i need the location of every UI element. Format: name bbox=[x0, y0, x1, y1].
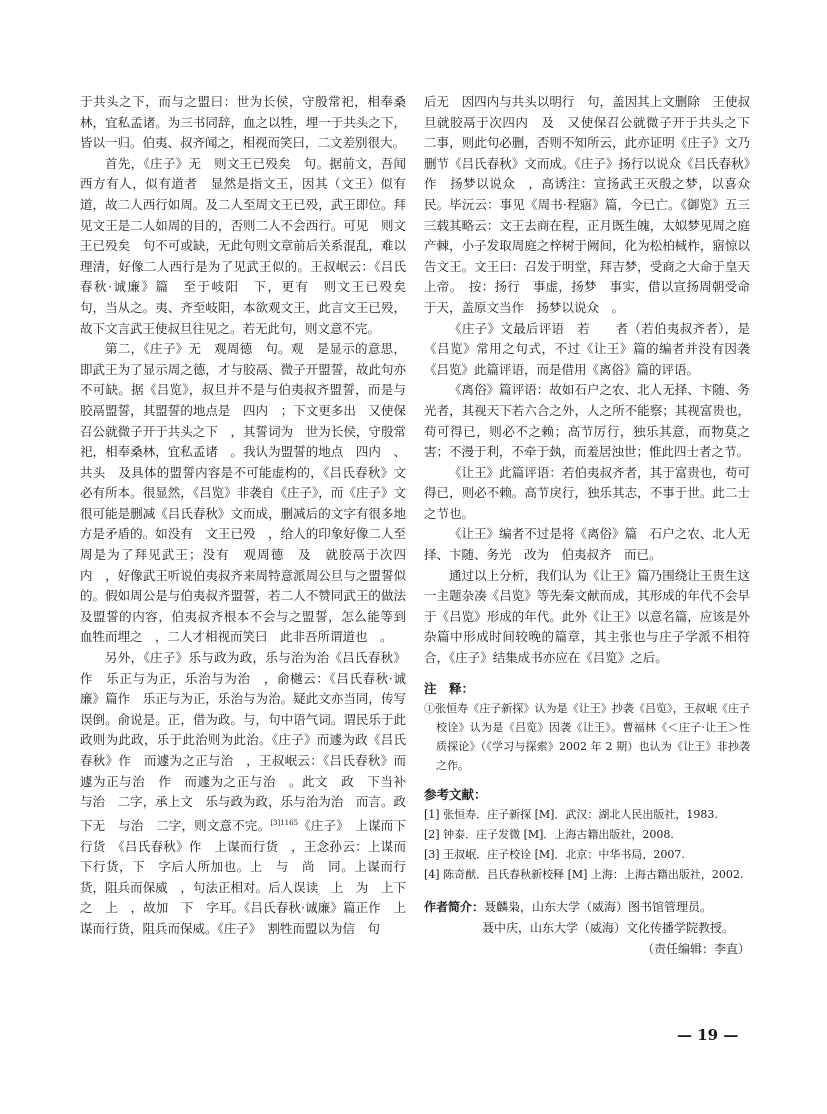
author-name-2: 聂中庆，山东大学（威海）文化传播学院教授。 bbox=[482, 920, 735, 935]
reference-item: [1] 张恒寿．庄子新探 [M]．武汉：湖北人民出版社，1983. bbox=[424, 807, 718, 821]
reference-item: [3] 王叔岷．庄子校诠 [M]．北京：中华书局，2007. bbox=[424, 847, 685, 861]
reference-item: [4] 陈奇猷．吕氏春秋新校释 [M] 上海：上海古籍出版社，2002. bbox=[424, 867, 744, 881]
body-paragraph: 后无 因四内与共头以明行 句，盖因其上文删除 王使叔旦就胶鬲于次四内 及 又使保召公就微子开于共头之下 二事，则此句必删，否则不知所云，此亦证明《庄子》文乃删节《吕氏春秋》文而成。《庄子》扬行以说众《吕氏春秋》作 扬梦以说众 ，高诱注：宣扬武王灭殷之梦，以喜众民。毕沅云：事见《周书·程寤》篇，今已亡。《御览》五三三载其略云：文王去商在程，正月既生魄，太姒梦见周之庭产棘，小子发取周庭之梓树于阙间，化为松柏棫柞，寤惊以告文王。文王曰：召发于明堂，拜吉梦，受商之大命于皇天上帝。 按：扬行 事虚，扬梦 事实，借以宣扬周朝受命于天，盖原文当作 扬梦以说众 。 bbox=[424, 94, 763, 315]
editor-credit: （责任编辑：李直） bbox=[641, 941, 750, 956]
reference-item: [2] 钟泰．庄子发微 [M]．上海古籍出版社，2008. bbox=[424, 827, 674, 841]
body-paragraph: 《庄子》文最后评语 若 者（若伯夷叔齐者），是《吕览》常用之句式，不过《让王》篇的编者并没有因袭《吕览》此篇评语，而是借用《离俗》篇的评语。 bbox=[424, 320, 750, 377]
body-paragraph: 《让王》编者不过是将《离俗》篇 石户之农、北人无择、卞随、务光 改为 伯夷叔齐 而已。 bbox=[424, 526, 750, 563]
right-column bbox=[424, 92, 763, 960]
author-line bbox=[424, 897, 750, 918]
citation-superscript: [3]1165 bbox=[270, 818, 299, 827]
body-paragraph: 《让王》此篇评语：若伯夷叔齐者，其于富贵也，苟可得已，则必不赖。高节戾行，独乐其志，不事于世。此二士之节也。 bbox=[424, 464, 750, 521]
note-item: ①张恒寿《庄子新探》认为是《让王》抄袭《吕览》，王叔岷《庄子校诠》认为是《吕览》因袭《让王》。曹福林《＜庄子·让王＞性质探论》（《学习与探索》2002 年 2 期）也认为《让王》非抄袭之作。 bbox=[424, 701, 750, 772]
paragraph-text-cont: 《庄子》 上谋而下行货 《吕氏春秋》作 上谋而行货 ，王念孙云：上谋而下行货，下 字后人所加也。上 与 尚 同。上谋而行货，阻兵而保威 ，句法正相对。后人误读 上 为 上下 之 上 ，故加 下 字耳。《吕氏春秋·诚廉》篇正作 上谋而行货，阻兵而保威。《庄子》 割牲而盟以为信 句 bbox=[80, 817, 419, 936]
body-paragraph: 于共头之下，而与之盟曰：世为长侯，守殷常祀，相奉桑林，宜私孟诸。为三书同辞，血之以牲，埋一于共头之下，皆以一归。伯夷、叔齐闻之，相视而笑曰，二文差别很大。 bbox=[80, 94, 406, 151]
references-heading: 参考文献： bbox=[424, 786, 487, 802]
body-paragraph: 第二，《庄子》无 观周德 句。观 是显示的意思，即武王为了显示周之德，才与胶鬲、微子开盟誓，故此句亦不可缺。据《吕览》，叔旦并不是与伯夷叔齐盟誓，而是与胶鬲盟誓，其盟誓的地点是 四内 ；下文更多出 又使保召公就微子开于共头之下 ，其誓词为 世为长侯，守殷常祀，相奉桑林，宜私孟诸 。我认为盟誓的地点 四内 、共头 及具体的盟誓内容是不可能虚构的，《吕氏春秋》文必有所本。很显然，《吕览》非袭自《庄子》，而《庄子》文很可能是删减《吕氏春秋》文而成，删减后的文字有很多地方是矛盾的。如没有 文王已殁 ，给人的印象好像二人至周是为了拜见武王；没有 观周德 及 就胶鬲于次四内 ，好像武王听说伯夷叔齐来周特意派周公旦与之盟誓似的。假如周公是与伯夷叔齐盟誓，若二人不赞同武王的做法及盟誓的内容，伯夷叔齐根本不会与之盟誓，怎么能等到 血牲而埋之 ，二人才相视而笑曰 此非吾所谓道也 。 bbox=[80, 341, 419, 645]
page-number: — 19 — bbox=[677, 1026, 739, 1044]
body-paragraph: 《离俗》篇评语：故如石户之农、北人无择、卞随、务光者，其视天下若六合之外，人之所不能察；其视富贵也，苟可得已，则必不之赖；高节厉行，独乐其意，而物莫之害；不漫于利，不牵于埶，而羞居浊世；惟此四士者之节。 bbox=[424, 382, 750, 460]
notes-heading: 注 释： bbox=[424, 680, 475, 696]
author-name-1: 聂麟枭，山东大学（威海）图书馆管理员。 bbox=[484, 899, 713, 914]
author-label: 作者简介： bbox=[424, 899, 485, 914]
left-column bbox=[80, 92, 419, 940]
conclusion-paragraph: 通过以上分析，我们认为《让王》篇乃围绕让王贵生这一主题杂凑《吕览》等先秦文献而成，其形成的年代不会早于《吕览》形成的年代。此外《让王》以意名篇，应该是外杂篇中形成时间较晚的篇章，其主张也与庄子学派不相符合，《庄子》结集成书亦应在《吕览》之后。 bbox=[424, 567, 750, 666]
references-list bbox=[424, 805, 750, 885]
paragraph-text: 另外，《庄子》乐与政为政，乐与治为治《吕氏春秋》作 乐正与为正，乐治与为治 ，俞樾云：《吕氏春秋·诚廉》篇作 乐正与为正，乐治与为治。疑此文亦当同，传写误倒。俞说是。正，借为政。与，句中语气词。谓民乐于此政则为此政，乐于此治则为此治。《庄子》而遽为政《吕氏春秋》作 而遽为之正与治 ，王叔岷云：《吕氏春秋》而遽为正与治 作 而遽为之正与治 。此文 政 下当补 与治 二字，承上文 乐与政为政，乐与治为治 而言。政 下无 与治 二字，则文意不完。 bbox=[80, 650, 419, 833]
author-info bbox=[424, 897, 750, 960]
body-paragraph: 首先，《庄子》无 则文王已殁矣 句。据前文，吾闻西方有人，似有道者 显然是指文王，因其（文王）似有道，故二人西行如周。及二人至周文王已殁，武王即位。拜见文王是二人如周的目的，否则二人不会西行。可见 则文王已殁矣 句不可或缺，无此句则文章前后关系混乱，难以理清，好像二人西行是为了见武王似的。王叔岷云：《吕氏春秋·诚廉》篇 至于岐阳 下，更有 则文王已殁矣 句，当从之。夷、齐至岐阳，本欲观文王，此言文王已殁，故下文言武王使叔旦往见之。若无此句，则文意不完。 bbox=[80, 155, 419, 336]
body-paragraph bbox=[80, 648, 419, 939]
